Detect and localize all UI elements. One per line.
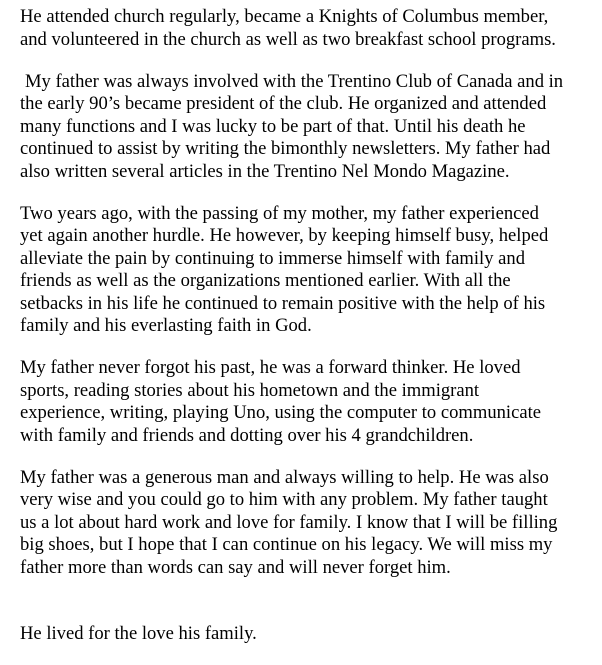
paragraph-generous-man: My father was a generous man and always willing to help. He was also very wise and you could go to him with any problem. My father taught us a lot about hard work and love for family. I know that I will be filling big shoes, but I hope that I can continue on his legacy. We will miss my father more than words can say and will never forget him. <box>20 466 558 578</box>
paragraph-passing-of-mother: Two years ago, with the passing of my mother, my father experienced yet again another hurdle. He however, by keeping himself busy, helped alleviate the pain by continuing to immerse himself with family and friends as well as the organizations mentioned earlier. With all the setbacks in his life he continued to remain positive with the help of his family and his everlasting faith in God. <box>20 202 549 336</box>
paragraph-church: He attended church regularly, became a Knights of Columbus member, and volunteered in the church as well as two breakfast school programs. <box>20 6 556 50</box>
document-page <box>20 6 590 665</box>
closing-line: He lived for the love his family. <box>20 623 257 644</box>
paragraph-forward-thinker: My father never forgot his past, he was a forward thinker. He loved sports, reading stories about his hometown and the immigrant experience, writing, playing Uno, using the computer to communicate with family and friends and dotting over his 4 grandchildren. <box>20 357 541 446</box>
paragraph-trentino-club: My father was always involved with the Trentino Club of Canada and in the early 90’s became president of the club. He organized and attended many functions and I was lucky to be part of that. Until his death he continued to assist by writing the bimonthly newsletters. My father had also written several articles in the Trentino Nel Mondo Magazine. <box>20 70 564 182</box>
